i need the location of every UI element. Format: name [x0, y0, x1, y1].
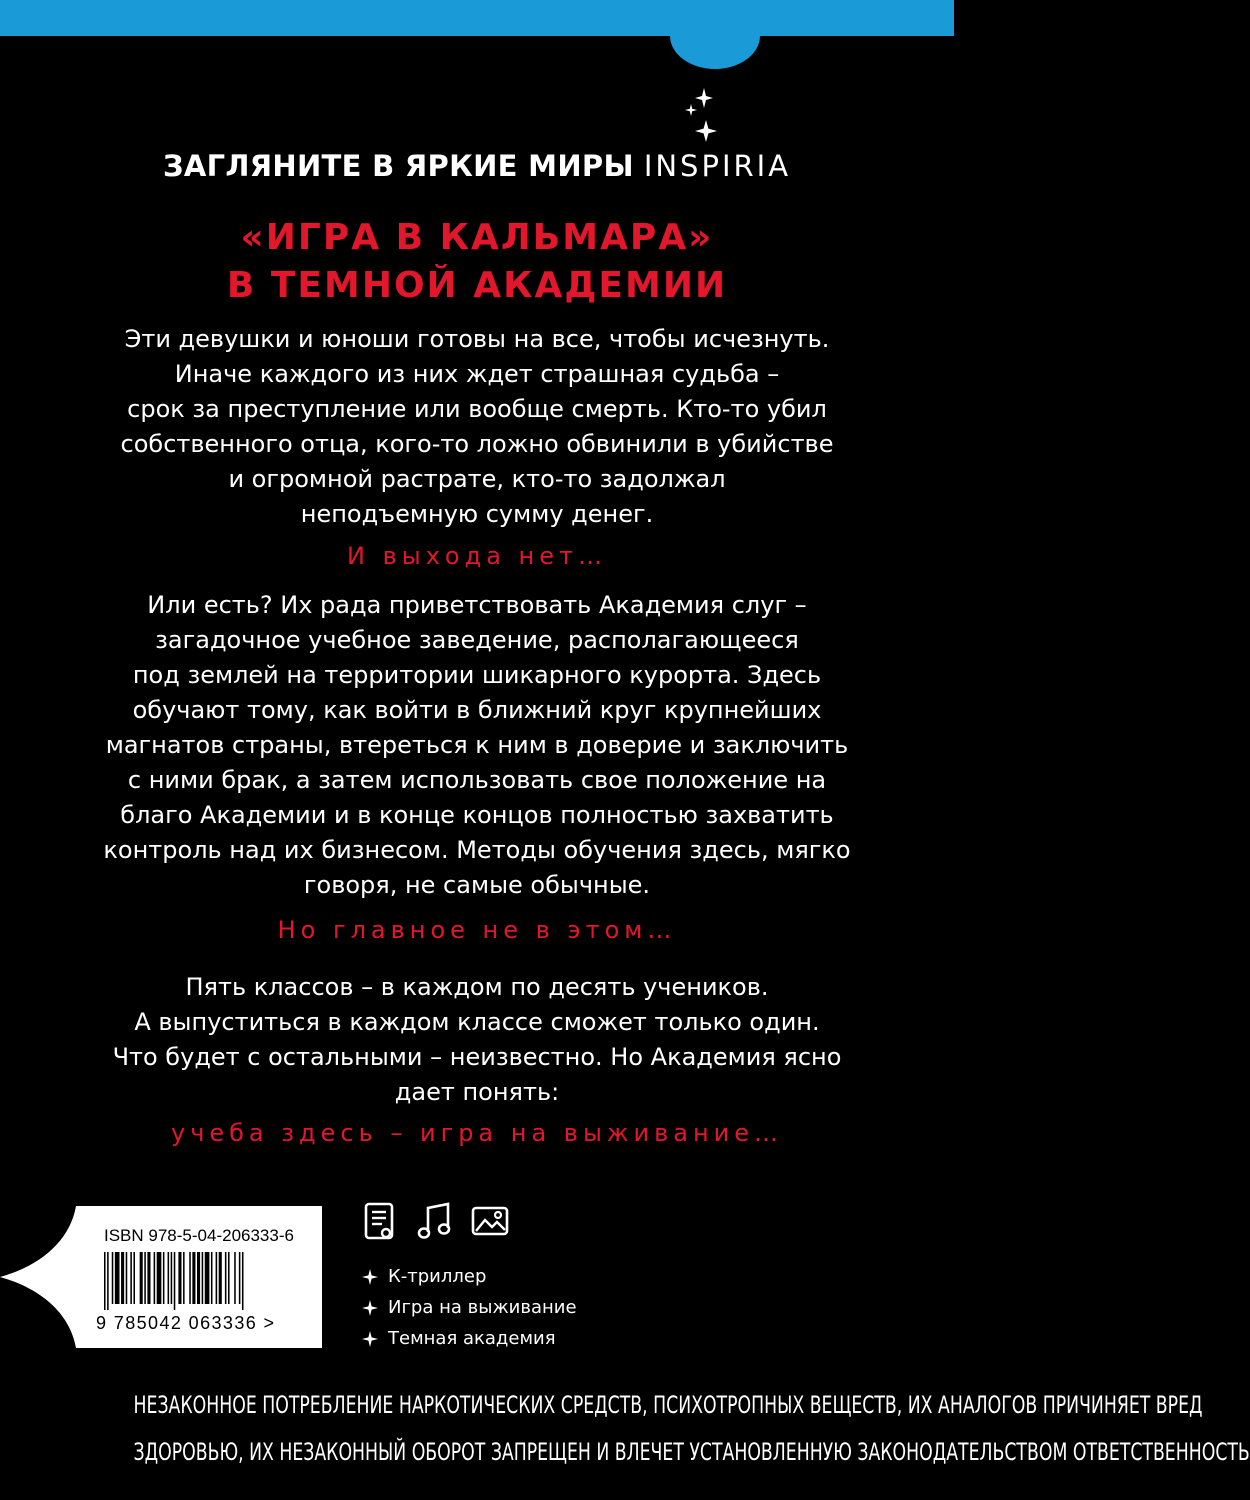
barcode-panel: [0, 1206, 322, 1348]
barcode-bar: [225, 1252, 227, 1304]
text-line: обучают тому, как войти в ближний круг крупнейших: [132, 696, 822, 724]
barcode-bar: [242, 1252, 244, 1310]
barcode-bar: [239, 1252, 241, 1304]
barcode-bar: [168, 1252, 170, 1304]
barcode-bar: [104, 1252, 106, 1310]
series-header: [0, 146, 954, 186]
barcode-bar: [130, 1252, 132, 1304]
book-title-line-1: «ИГРА В КАЛЬМАРА»: [240, 217, 714, 258]
barcode-bar: [154, 1252, 156, 1304]
barcode-bar: [197, 1252, 200, 1304]
text-line: Эти девушки и юноши готовы на все, чтобы исчезнуть.: [124, 325, 830, 353]
text-line: Пять классов – в каждом по десять учеников.: [185, 973, 769, 1001]
text-line: дает понять:: [394, 1078, 560, 1106]
audiobook-music-icon: [416, 1202, 452, 1242]
synopsis-paragraph-1: [0, 322, 954, 532]
text-line: контроль над их бизнесом. Методы обучения здесь, мягко: [103, 836, 851, 864]
barcode-bar: [234, 1252, 236, 1304]
barcode-bar: [174, 1252, 176, 1310]
barcode-bar: [157, 1252, 162, 1304]
text-line: неподъемную сумму денег.: [300, 500, 654, 528]
isbn-label: ISBN 978-5-04-206333-6: [104, 1226, 294, 1245]
barcode-bar: [202, 1252, 204, 1304]
ebook-icon: [362, 1202, 398, 1242]
barcode-bar: [211, 1252, 213, 1304]
genre-label: Игра на выживание: [388, 1297, 577, 1318]
genre-label: К-триллер: [388, 1266, 487, 1287]
text-line: благо Академии и в конце концов полностью захватить: [120, 801, 834, 829]
barcode-bar: [112, 1252, 114, 1304]
genre-item: [362, 1324, 662, 1355]
sparkles-icon: [682, 88, 726, 144]
warning-line: НЕЗАКОННОЕ ПОТРЕБЛЕНИЕ НАРКОТИЧЕСКИХ СРЕДСТВ, ПСИХОТРОПНЫХ ВЕЩЕСТВ, ИХ АНАЛОГОВ ПРИЧИНЯЕТ ВРЕД: [133, 1391, 1203, 1419]
top-blue-banner: [0, 0, 954, 36]
barcode-bar: [192, 1252, 195, 1304]
barcode-bar: [133, 1252, 135, 1304]
barcode-bar: [216, 1252, 218, 1304]
text-line: Что будет с остальными – неизвестно. Но Академия ясно: [112, 1043, 842, 1071]
top-blue-notch: [670, 35, 760, 69]
genre-list: [362, 1262, 662, 1355]
barcode-bar: [219, 1252, 222, 1304]
accent-line-3: учеба здесь – игра на выживание…: [170, 1119, 784, 1147]
barcode-bar: [183, 1252, 185, 1304]
series-tagline: ЗАГЛЯНИТЕ В ЯРКИЕ МИРЫ: [162, 149, 634, 183]
text-line: загадочное учебное заведение, располагающееся: [155, 626, 799, 654]
barcode-bar: [107, 1252, 109, 1310]
text-line: Иначе каждого из них ждет страшная судьба –: [174, 360, 780, 388]
barcode-bar: [228, 1252, 230, 1304]
text-line: собственного отца, кого-то ложно обвинили в убийстве: [120, 430, 834, 458]
barcode-bar: [171, 1252, 173, 1304]
synopsis-paragraph-2: [0, 588, 954, 903]
barcode-bar: [140, 1252, 143, 1304]
text-line: А выпуститься в каждом классе сможет только один.: [134, 1008, 820, 1036]
legal-warning: [0, 1382, 1250, 1476]
series-brand: INSPIRIA: [643, 149, 792, 183]
text-line: Или есть? Их рада приветствовать Академия слуг –: [147, 591, 807, 619]
accent-line-2: Но главное не в этом…: [277, 916, 677, 944]
text-line: магнатов страны, втереться к ним в доверие и заключить: [105, 731, 849, 759]
barcode-digits: 9 785042 063336 >: [96, 1313, 276, 1333]
barcode-bar: [144, 1252, 146, 1304]
text-line: срок за преступление или вообще смерть. Кто-то убил: [127, 395, 827, 423]
barcode-bars: [104, 1252, 304, 1310]
barcode-bar: [115, 1252, 120, 1304]
barcode-bar: [163, 1252, 165, 1304]
text-line: с ними брак, а затем использовать свое положение на: [127, 766, 827, 794]
illustrated-image-icon: [470, 1202, 510, 1242]
sparkle-bullet-icon: [362, 1331, 378, 1347]
text-line: под землей на территории шикарного курорта. Здесь: [132, 661, 822, 689]
genre-item: [362, 1293, 662, 1324]
synopsis-paragraph-3: [0, 970, 954, 1110]
genre-label: Темная академия: [388, 1328, 556, 1349]
barcode-bar: [147, 1252, 150, 1304]
book-title-line-2: В ТЕМНОЙ АКАДЕМИИ: [226, 265, 728, 306]
barcode-bar: [205, 1252, 210, 1304]
warning-line: ЗДОРОВЬЮ, ИХ НЕЗАКОННЫЙ ОБОРОТ ЗАПРЕЩЕН И ВЛЕЧЕТ УСТАНОВЛЕННУЮ ЗАКОНОДАТЕЛЬСТВОМ ОТВЕТСТВЕННОСТЬ: [133, 1438, 1250, 1466]
text-line: и огромной растрате, кто-то задолжал: [228, 465, 726, 493]
accent-line-1: И выхода нет…: [347, 542, 607, 570]
barcode-bar: [126, 1252, 128, 1304]
genre-item: [362, 1262, 662, 1293]
barcode-bar: [178, 1252, 181, 1304]
sparkle-bullet-icon: [362, 1300, 378, 1316]
book-title: [0, 214, 954, 310]
sparkle-bullet-icon: [362, 1269, 378, 1285]
text-line: говоря, не самые обычные.: [303, 871, 651, 899]
barcode-bar: [121, 1252, 124, 1304]
barcode-bar: [189, 1252, 191, 1304]
